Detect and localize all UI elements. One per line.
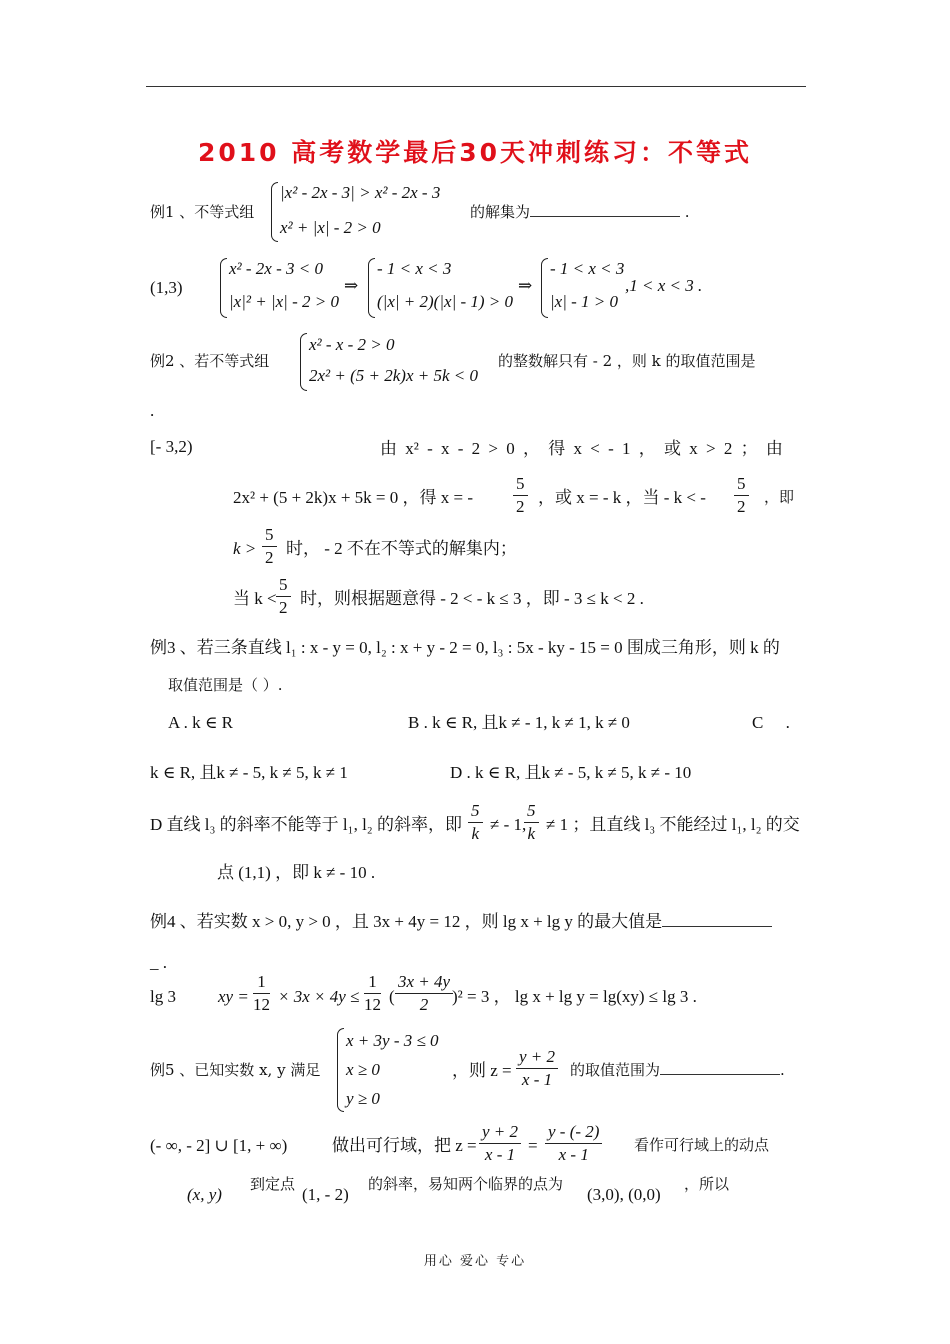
ex1-s1a: x² - 2x - 3 < 0 — [229, 259, 323, 278]
ex2-sys2: 2x² + (5 + 2k)x + 5k < 0 — [309, 366, 478, 385]
ex5-answer: (- ∞, - 2] ∪ [1, + ∞) — [150, 1136, 288, 1155]
ex3-line2: 取值范围是（ ）. — [168, 676, 283, 694]
ex2-line2c: ，即 — [764, 488, 795, 506]
ex1-label: 例1 、不等式组 — [150, 203, 255, 221]
ex4-line2: _ . — [150, 953, 167, 972]
ex5-sol-a: 做出可行域，把 z = — [332, 1136, 477, 1155]
page-footer: 用心 爱心 专心 — [423, 1254, 527, 1269]
ex4-line1: 例4 、若实数 x > 0, y > 0 ，且 3x + 4y = 12 ，则 lg x + lg y 的最大值是 — [150, 913, 772, 932]
ex5-brace — [337, 1028, 344, 1112]
ex2-tail: 的整数解只有 - 2 ，则 k 的取值范围是 — [498, 352, 756, 370]
ex2-frac2: $\frac{5}{2}$ — [734, 474, 749, 517]
ex1-brace-4 — [541, 258, 548, 318]
ex4-answer: lg 3 — [150, 987, 176, 1006]
ex2-answer: [- 3,2) — [150, 437, 193, 456]
ex5-label: 例5 、已知实数 x, y 满足 — [150, 1061, 321, 1079]
ex1-s1b: |x|² + |x| - 2 > 0 — [229, 292, 339, 311]
ex1-s3a: - 1 < x < 3 — [550, 259, 625, 278]
ex5-sol-d: 的斜率，易知两个临界的点为 — [368, 1175, 564, 1193]
ex3-sol-d: 点 (1,1) ，即 k ≠ - 10 . — [217, 863, 376, 882]
ex1-brace-3 — [368, 258, 375, 318]
ex2-line4a: 当 k < — [233, 589, 277, 608]
ex4-sol-b: × 3x × 4y ≤ — [278, 987, 360, 1006]
ex3-option-c: C . — [752, 713, 790, 732]
ex5-constraint-1: x + 3y - 3 ≤ 0 — [346, 1031, 439, 1050]
ex5-frac: $\frac{y + 2}{x - 1}$ — [516, 1047, 558, 1090]
ex2-dot: . — [150, 401, 155, 420]
ex2-line2a: 2x² + (5 + 2k)x + 5k = 0 ，得 x = - — [233, 488, 474, 507]
ex2-line1: 由 x² - x - 2 > 0 ， 得 x < - 1 ， 或 x > 2 ； 由 — [380, 439, 783, 458]
ex5-sol-b: 看作可行域上的动点 — [634, 1136, 770, 1154]
ex3-option-b: B . k ∈ R, 且k ≠ - 1, k ≠ 1, k ≠ 0 — [408, 713, 630, 732]
ex5-point-2: (1, - 2) — [302, 1185, 349, 1204]
ex2-label: 例2 、若不等式组 — [150, 352, 270, 370]
ex5-frac-g1: $\frac{y + 2}{x - 1}$ — [479, 1122, 521, 1165]
ex3-frac-b: $\frac{5}{k}$ — [524, 801, 539, 844]
ex5-frac-g2: $\frac{y - (- 2)}{x - 1}$ — [545, 1122, 602, 1165]
ex3-option-d: D . k ∈ R, 且k ≠ - 5, k ≠ 5, k ≠ - 10 — [450, 763, 692, 782]
ex2-line2b: ，或 x = - k ，当 - k < - — [538, 488, 706, 507]
ex1-sys1: |x² - 2x - 3| > x² - 2x - 3 — [280, 183, 441, 202]
ex4-sol-d: )² = 3 ， lg x + lg y = lg(xy) ≤ lg 3 . — [452, 987, 697, 1006]
ex2-line4b: 时，则根据题意得 - 2 < - k ≤ 3 ，即 - 3 ≤ k < 2 . — [300, 589, 644, 608]
ex1-s2a: - 1 < x < 3 — [377, 259, 452, 278]
ex2-sys1: x² - x - 2 > 0 — [309, 335, 395, 354]
ex3-sol-b: ≠ - 1, — [490, 815, 527, 834]
ex1-s2b: (|x| + 2)(|x| - 1) > 0 — [377, 292, 514, 311]
ex4-sol-c: ( — [389, 987, 395, 1006]
ex1-sys2: x² + |x| - 2 > 0 — [280, 218, 381, 237]
ex1-brace-2 — [220, 258, 227, 318]
ex5-eq: = — [528, 1136, 538, 1155]
ex2-frac1: $\frac{5}{2}$ — [513, 474, 528, 517]
ex3-line1: 例3 、若三条直线 l₁ : x - y = 0, l₂ : x + y - 2 = 0, l₃ : 5x - ky - 15 = 0 围成三角形，则 k 的 — [150, 638, 780, 657]
ex2-line3a: k > — [233, 539, 257, 558]
ex2-frac4: $\frac{5}{2}$ — [276, 575, 291, 618]
ex3-sol-c: ≠ 1 ；且直线 l₃ 不能经过 l₁, l₂ 的交 — [546, 815, 800, 834]
ex5-sol-c: 到定点 — [250, 1175, 296, 1193]
ex5-point-1: (x, y) — [187, 1185, 222, 1204]
ex2-frac3: $\frac{5}{2}$ — [262, 525, 277, 568]
ex1-tail: 的解集为 . — [470, 203, 690, 221]
ex1-arrow2: ⇒ — [518, 276, 533, 295]
ex5-constraint-2: x ≥ 0 — [346, 1060, 380, 1079]
ex1-s3b: |x| - 1 > 0 — [550, 292, 619, 311]
page-title: 2010 高考数学最后30天冲刺练习：不等式 — [197, 138, 753, 167]
ex5-constraint-3: y ≥ 0 — [346, 1089, 380, 1108]
ex5-tail: 的取值范围为 . — [570, 1061, 785, 1079]
ex4-sol-a: xy = — [218, 987, 249, 1006]
ex5-point-3: (3,0), (0,0) — [587, 1185, 661, 1204]
ex1-arrow1: ⇒ — [344, 276, 359, 295]
ex1-result: ,1 < x < 3 . — [625, 276, 703, 295]
ex4-frac2: $\frac{1}{12}$ — [364, 972, 381, 1014]
ex2-brace — [300, 333, 307, 391]
ex2-line3b: 时， - 2 不在不等式的解集内； — [286, 539, 517, 558]
ex4-frac1: $\frac{1}{12}$ — [253, 972, 270, 1014]
ex5-sol-e: ，所以 — [684, 1175, 730, 1193]
ex3-option-c-text: k ∈ R, 且k ≠ - 5, k ≠ 5, k ≠ 1 — [150, 763, 348, 782]
ex4-frac3: $\frac{3x + 4y}{2}$ — [395, 972, 453, 1015]
ex1-answer: (1,3) — [150, 278, 183, 297]
header-rule — [146, 86, 806, 87]
ex3-sol-a: D 直线 l₃ 的斜率不能等于 l₁, l₂ 的斜率，即 — [150, 815, 462, 834]
ex3-option-a: A . k ∈ R — [168, 713, 234, 732]
ex3-frac-a: $\frac{5}{k}$ — [468, 801, 483, 844]
ex5-mid: ，则 z = — [452, 1061, 512, 1080]
ex1-brace — [271, 182, 278, 242]
